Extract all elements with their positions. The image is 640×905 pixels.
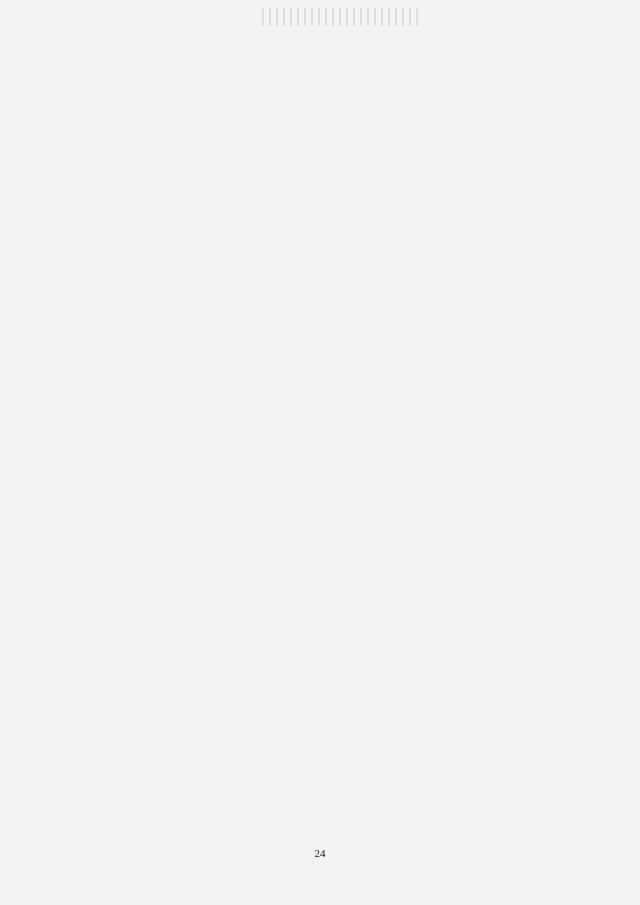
page-number: 24	[314, 848, 326, 860]
scan-noise	[262, 8, 422, 26]
